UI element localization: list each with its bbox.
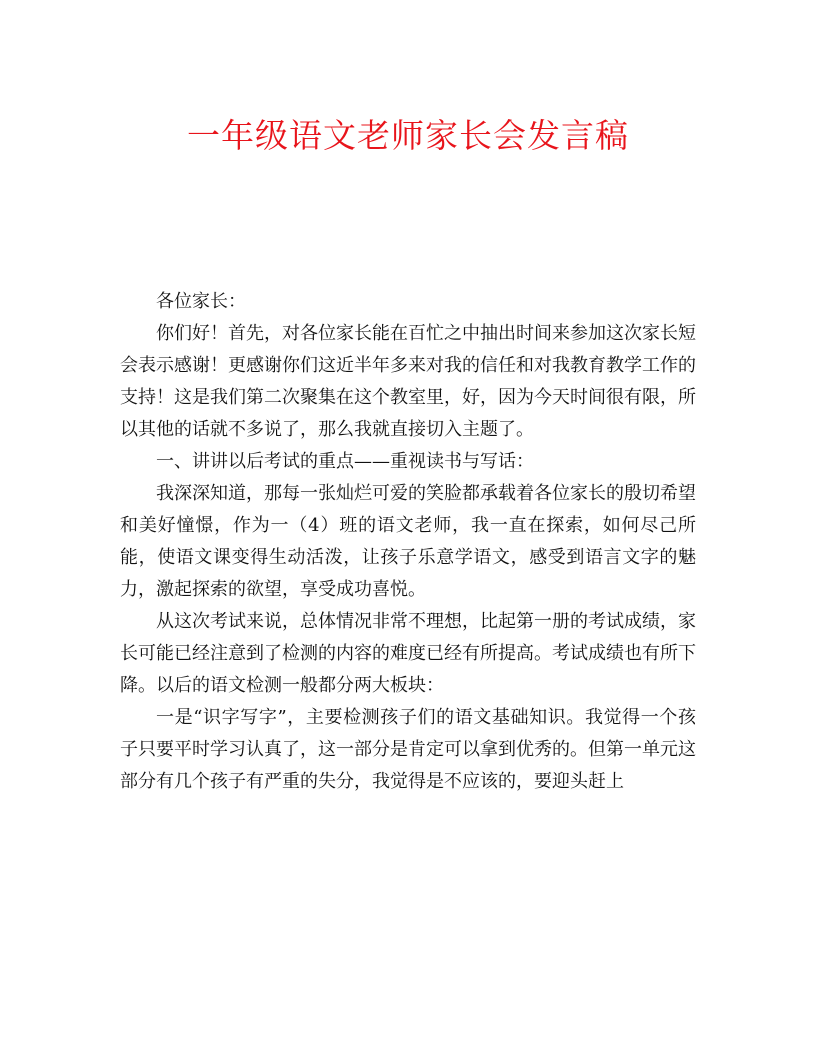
body-paragraph: 一是“识字写字”，主要检测孩子们的语文基础知识。我觉得一个孩子只要平时学习认真了，这一部分是肯定可以拿到优秀的。但第一单元这部分有几个孩子有严重的失分，我觉得是不应该的，要迎头赶上 xyxy=(120,707,696,792)
document-body xyxy=(120,286,696,798)
body-paragraph: 从这次考试来说，总体情况非常不理想，比起第一册的考试成绩，家长可能已经注意到了检测的内容的难度已经有所提高。考试成绩也有所下降。以后的语文检测一般都分两大板块： xyxy=(120,611,696,696)
document-title: 一年级语文老师家长会发言稿 xyxy=(187,116,629,155)
body-paragraph: 我深深知道，那每一张灿烂可爱的笑脸都承载着各位家长的殷切希望和美好憧憬，作为一（4）班的语文老师，我一直在探索，如何尽己所能，使语文课变得生动活泼，让孩子乐意学语文，感受到语言文字的魅力，激起探索的欲望，享受成功喜悦。 xyxy=(120,483,696,600)
greeting-paragraph: 你们好！首先，对各位家长能在百忙之中抽出时间来参加这次家长短会表示感谢！更感谢你们这近半年多来对我的信任和对我教育教学工作的支持！这是我们第二次聚集在这个教室里，好，因为今天时间很有限，所以其他的话就不多说了，那么我就直接切入主题了。 xyxy=(120,323,696,440)
salutation-paragraph: 各位家长： xyxy=(156,291,246,312)
section-heading-paragraph: 一、讲讲以后考试的重点——重视读书与写话： xyxy=(156,451,534,472)
